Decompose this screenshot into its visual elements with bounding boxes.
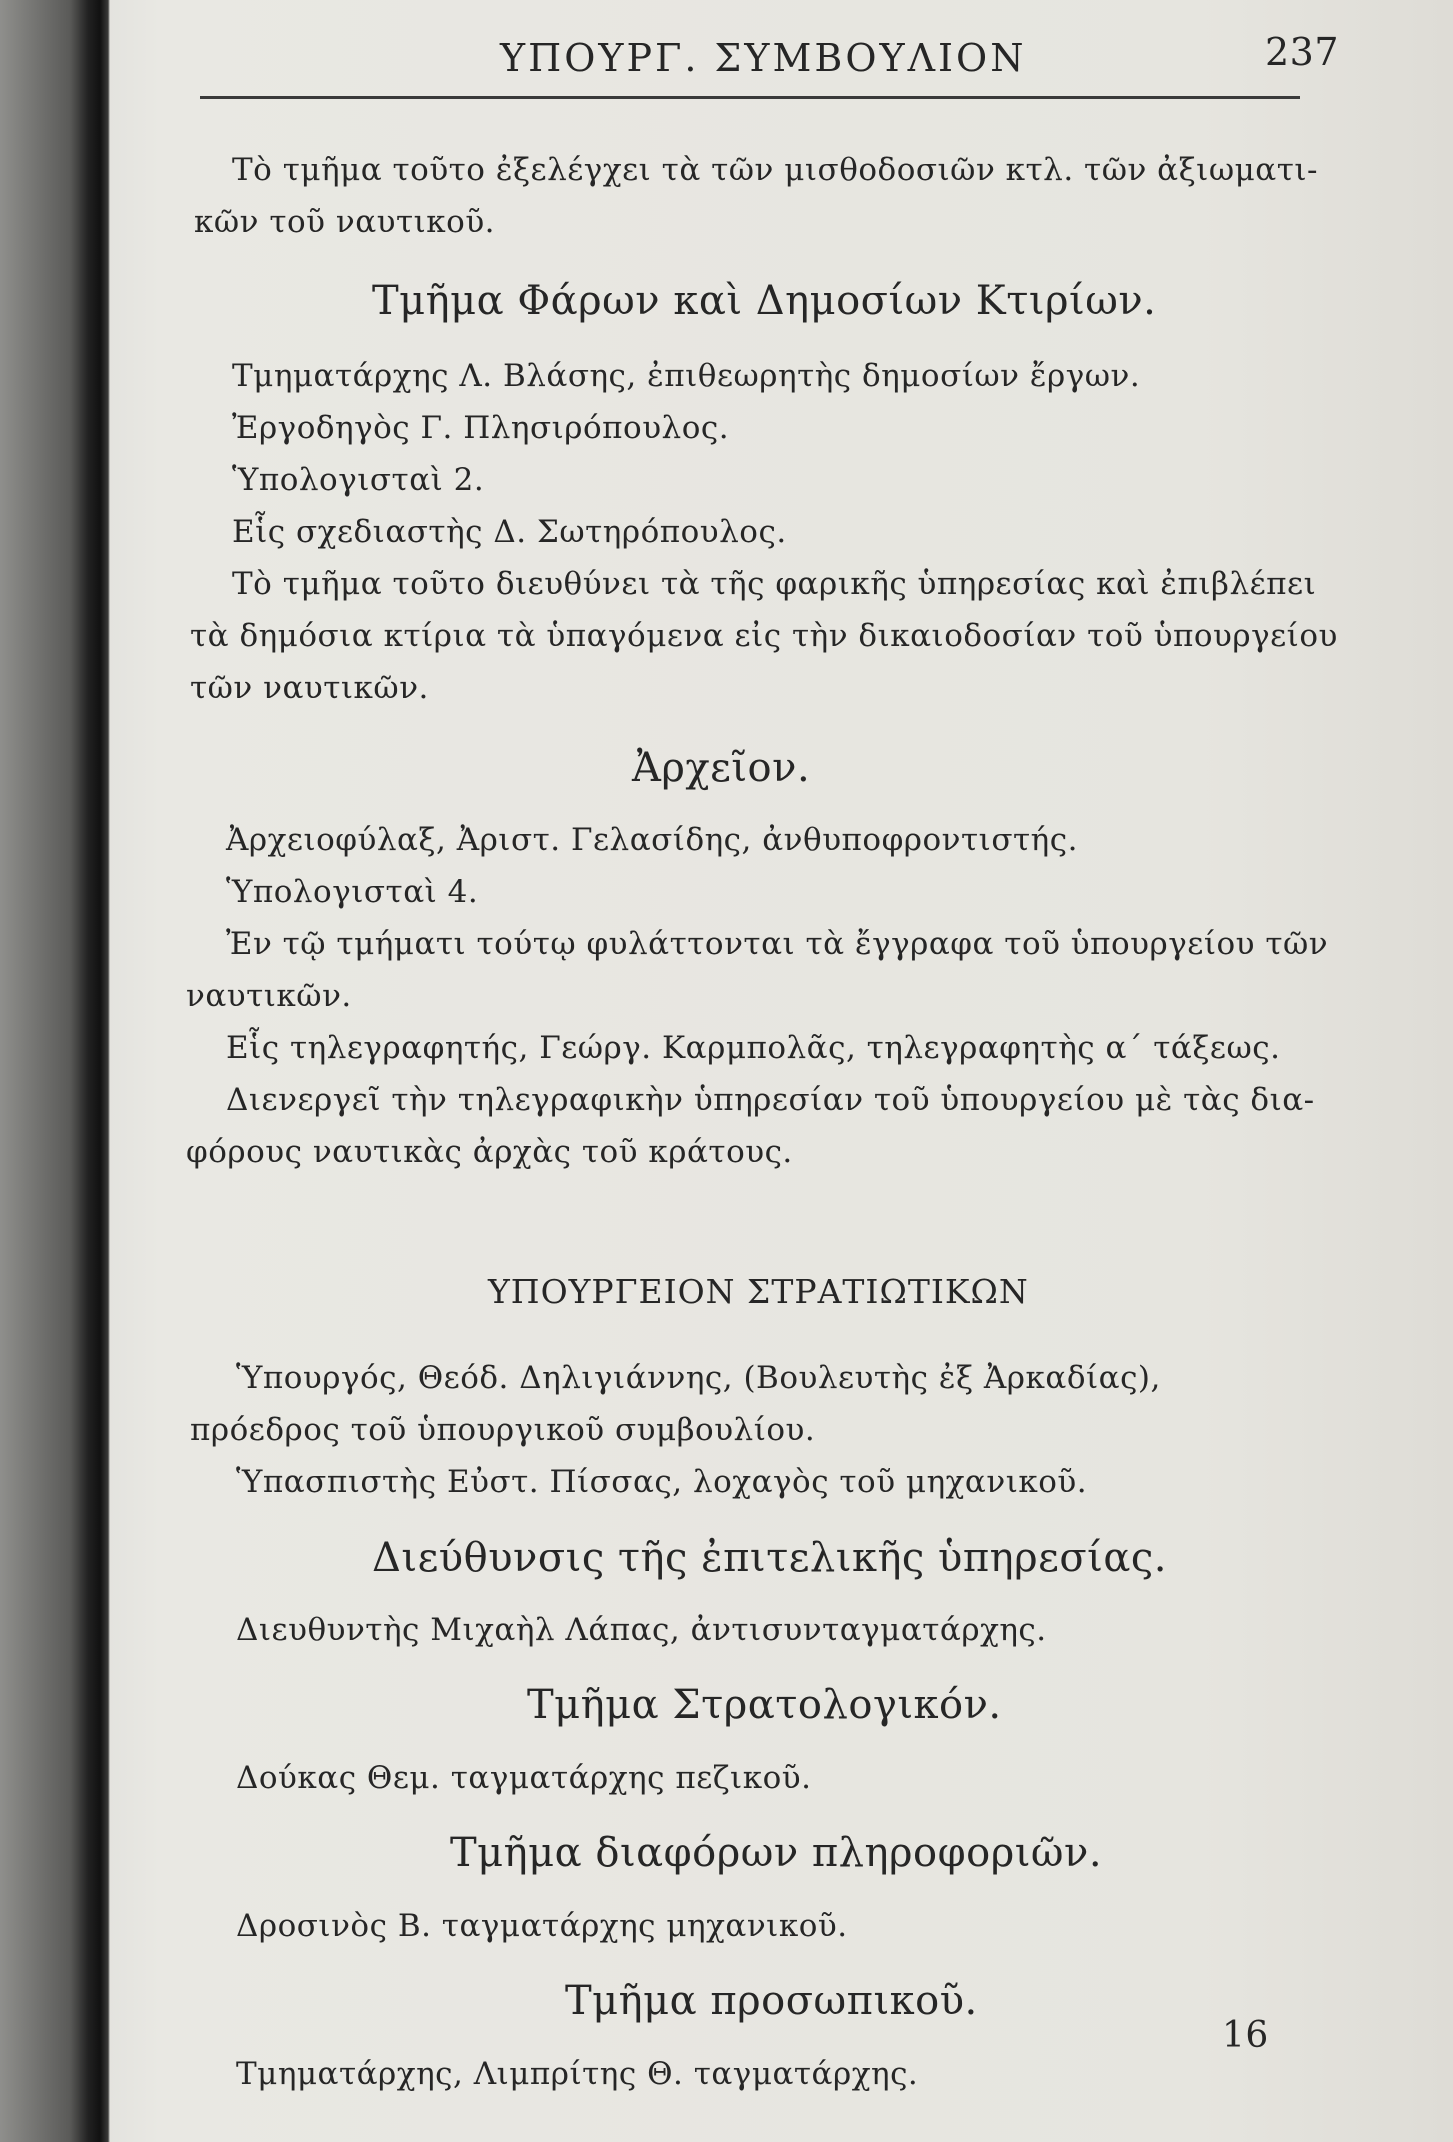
paragraph-line: τῶν ναυτικῶν. — [190, 670, 429, 706]
book-spine-shadow — [0, 0, 110, 2142]
paragraph-line: Διενεργεῖ τὴν τηλεγραφικὴν ὑπηρεσίαν τοῦ ὑπουργείου μὲ τὰς δια- — [226, 1082, 1315, 1118]
paragraph-line: Ἀρχειοφύλαξ, Ἀριστ. Γελασίδης, ἀνθυποφροντιστής. — [226, 822, 1078, 858]
paragraph-line: Ὑπασπιστὴς Εὐστ. Πίσσας, λοχαγὸς τοῦ μηχανικοῦ. — [236, 1464, 1088, 1500]
running-head — [0, 0, 1453, 110]
header-rule — [200, 96, 1300, 99]
section-heading: Τμῆμα Στρατολογικόν. — [527, 1682, 1002, 1728]
signature-number: 16 — [1222, 2015, 1269, 2056]
section-heading: Τμῆμα Φάρων καὶ Δημοσίων Κτιρίων. — [372, 278, 1157, 324]
paragraph-line: Τὸ τμῆμα τοῦτο ἐξελέγχει τὰ τῶν μισθοδοσιῶν κτλ. τῶν ἀξιωματι- — [232, 152, 1318, 188]
paragraph-line: Ἐργοδηγὸς Γ. Πλησιρόπουλος. — [232, 410, 730, 446]
section-heading: Ἀρχεῖον. — [632, 745, 811, 791]
paragraph-line: Διευθυντὴς Μιχαὴλ Λάπας, ἀντισυνταγματάρχης. — [236, 1612, 1047, 1648]
paragraph-line: πρόεδρος τοῦ ὑπουργικοῦ συμβουλίου. — [190, 1412, 816, 1448]
paragraph-line: Ὑπουργός, Θεόδ. Δηλιγιάννης, (Βουλευτὴς ἐξ Ἀρκαδίας), — [236, 1360, 1161, 1396]
ministry-heading: ΥΠΟΥΡΓΕΙΟΝ ΣΤΡΑΤΙΩΤΙΚΩΝ — [488, 1272, 1029, 1311]
paragraph-line: Τμηματάρχης Λ. Βλάσης, ἐπιθεωρητὴς δημοσίων ἔργων. — [232, 358, 1141, 394]
paragraph-line: Δροσινὸς Β. ταγματάρχης μηχανικοῦ. — [236, 1908, 848, 1944]
paragraph-line: Δούκας Θεμ. ταγματάρχης πεζικοῦ. — [236, 1760, 812, 1796]
section-heading: Τμῆμα προσωπικοῦ. — [565, 1978, 978, 2024]
paragraph-line: Ὑπολογισταὶ 2. — [232, 462, 485, 498]
running-head-title: ΥΠΟΥΡΓ. ΣΥΜΒΟΥΛΙΟΝ — [500, 36, 1027, 80]
paragraph-line: κῶν τοῦ ναυτικοῦ. — [194, 204, 496, 240]
paragraph-line: τὰ δημόσια κτίρια τὰ ὑπαγόμενα εἰς τὴν δικαιοδοσίαν τοῦ ὑπουργείου — [190, 618, 1338, 654]
paragraph-line: φόρους ναυτικὰς ἀρχὰς τοῦ κράτους. — [186, 1134, 793, 1170]
section-heading: Τμῆμα διαφόρων πληροφοριῶν. — [450, 1830, 1103, 1876]
paragraph-line: Ἐν τῷ τμήματι τούτῳ φυλάττονται τὰ ἔγγραφα τοῦ ὑπουργείου τῶν — [226, 926, 1329, 962]
paragraph-line: Ὑπολογισταὶ 4. — [226, 874, 479, 910]
paragraph-line: Εἷς σχεδιαστὴς Δ. Σωτηρόπουλος. — [232, 514, 787, 550]
paragraph-line: ναυτικῶν. — [186, 978, 352, 1014]
page-number: 237 — [1265, 30, 1340, 74]
paragraph-line: Εἷς τηλεγραφητής, Γεώργ. Καρμπολᾶς, τηλεγραφητὴς α΄ τάξεως. — [226, 1030, 1281, 1066]
paragraph-line: Τὸ τμῆμα τοῦτο διευθύνει τὰ τῆς φαρικῆς ὑπηρεσίας καὶ ἐπιβλέπει — [232, 566, 1317, 602]
section-heading: Διεύθυνσις τῆς ἐπιτελικῆς ὑπηρεσίας. — [372, 1535, 1167, 1581]
paragraph-line: Τμηματάρχης, Λιμπρίτης Θ. ταγματάρχης. — [236, 2056, 919, 2092]
